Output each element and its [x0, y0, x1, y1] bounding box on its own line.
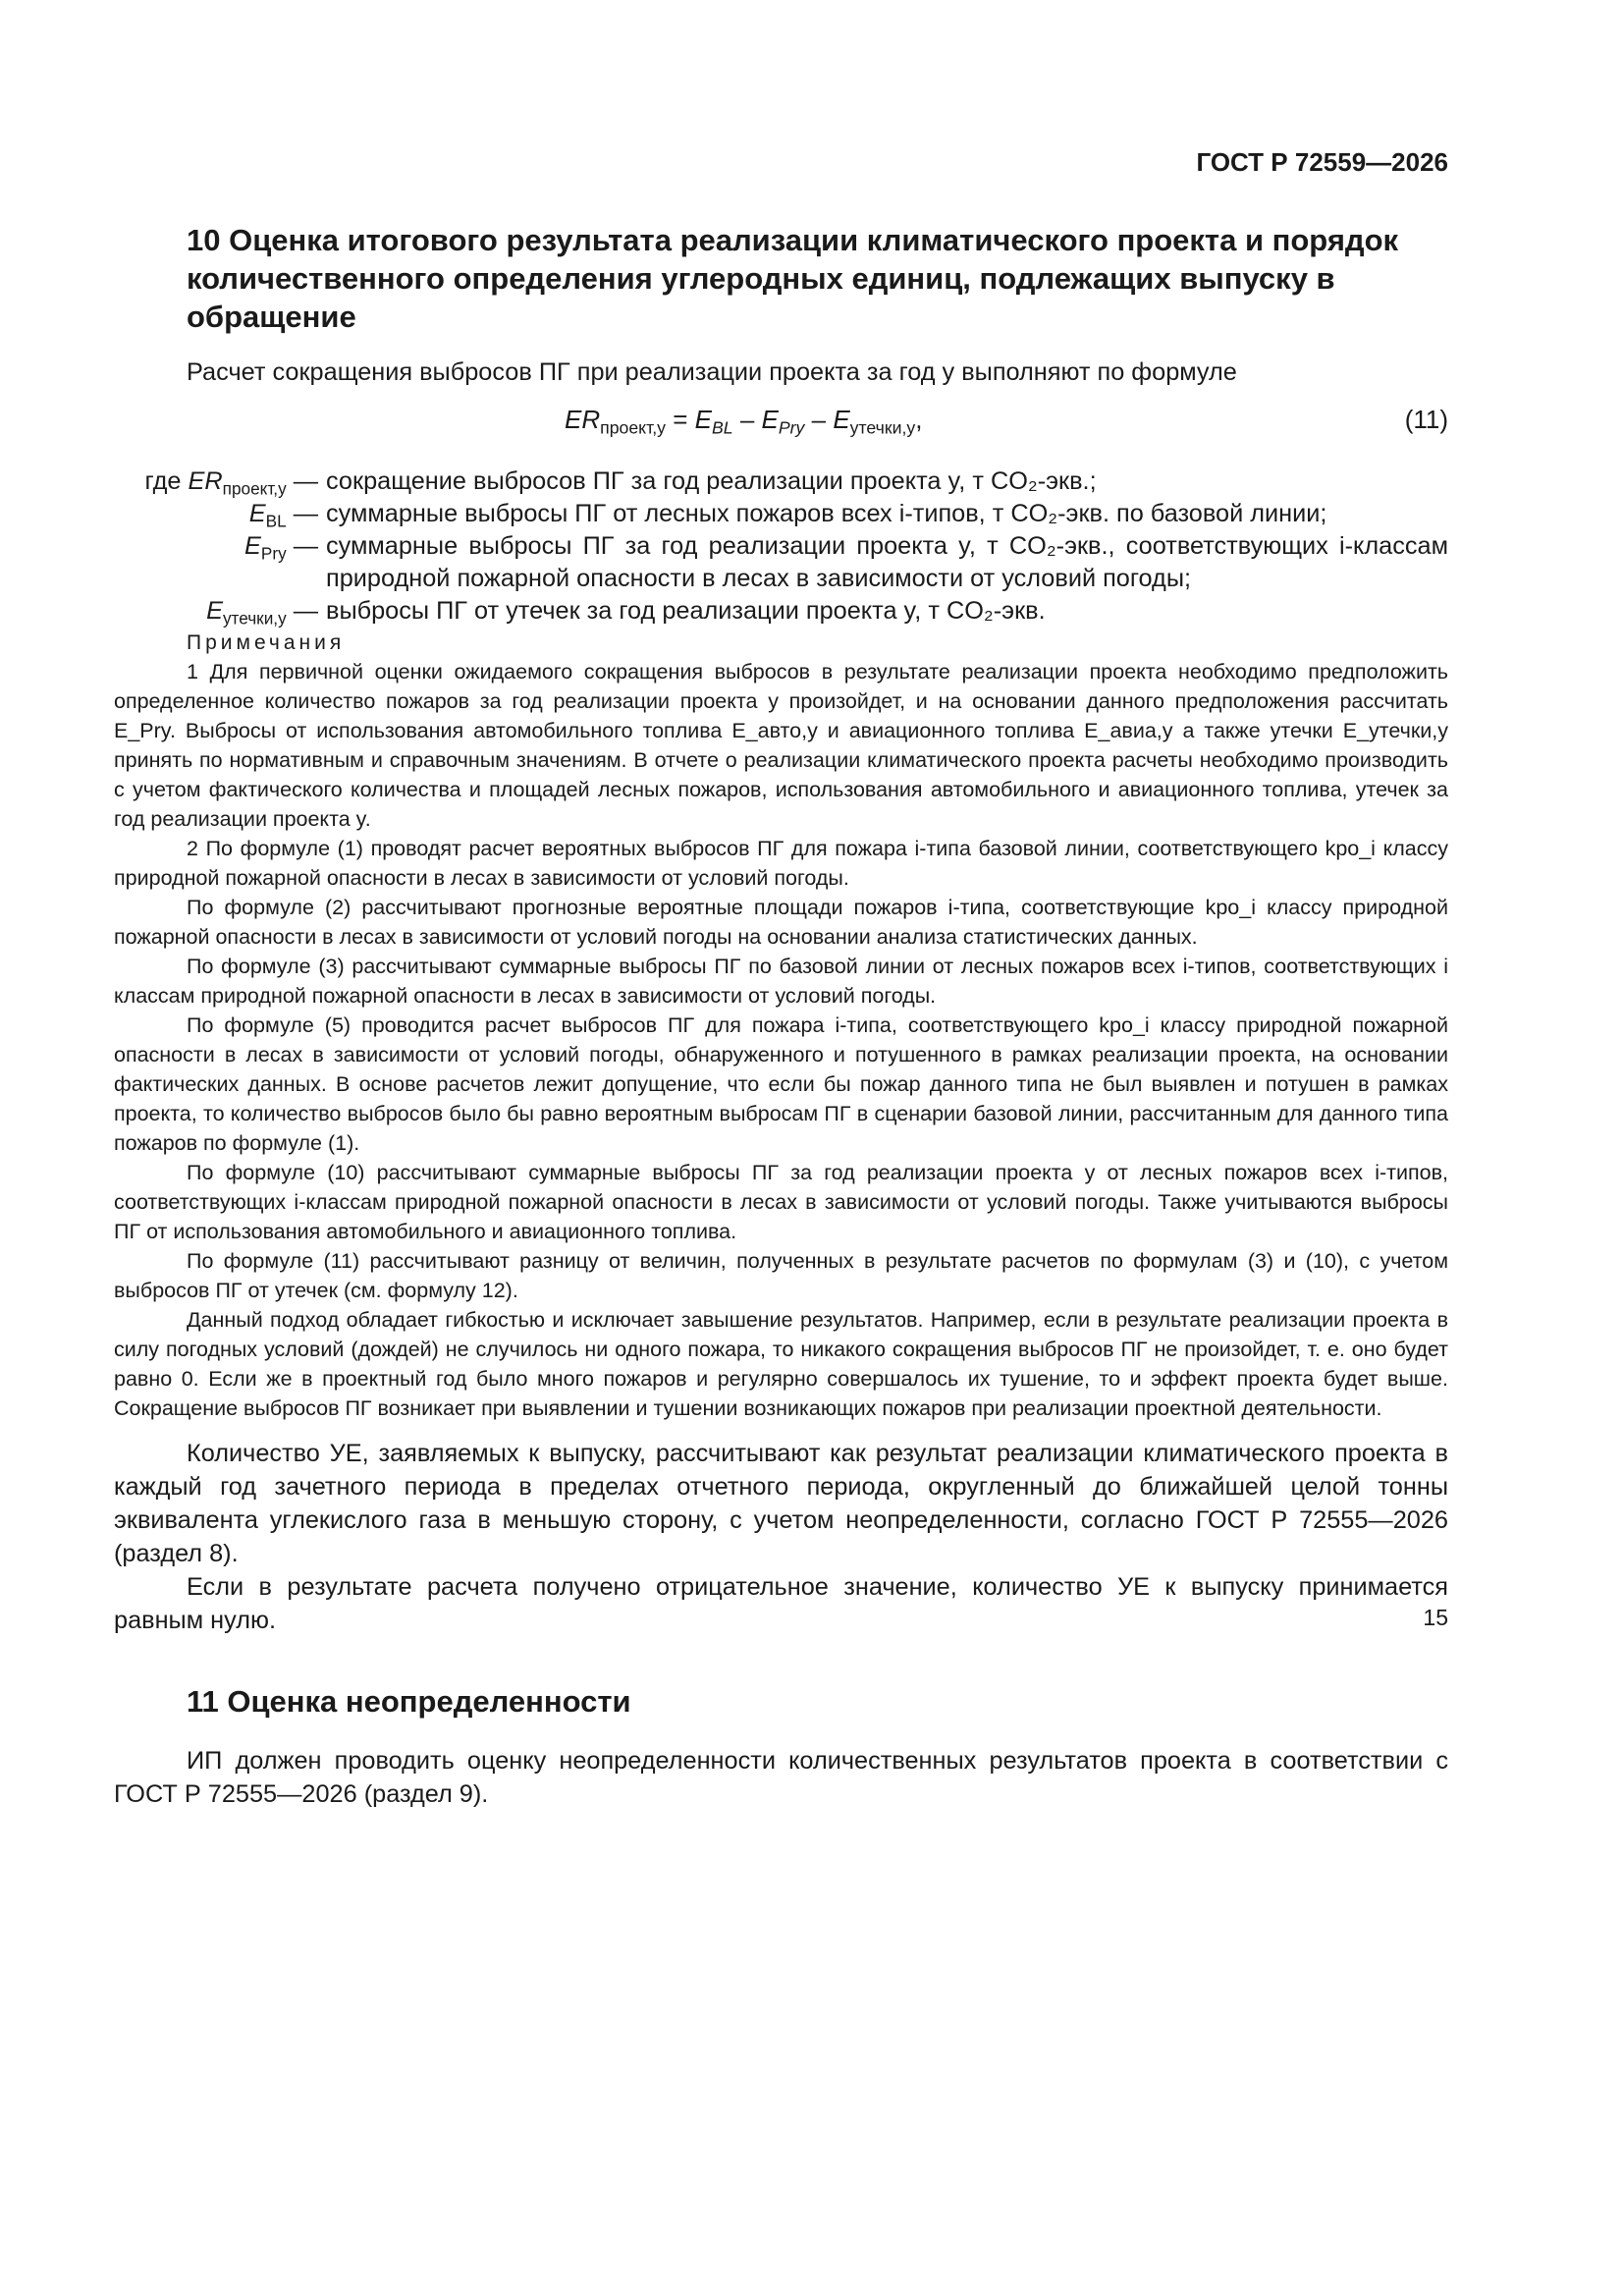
- where-item: [114, 465, 1448, 498]
- formula-11: [187, 405, 1448, 452]
- notes-heading: Примечания: [187, 631, 346, 654]
- where-term: $E_{Pry}$ —: [244, 532, 318, 564]
- note-paragraph: По формуле (5) проводится расчет выбросов ПГ для пожара i-типа, соответствующего kpo_i классу природной пожарной опасности в лесах в зависимости от условий погоды, обнаруженного и потушенного в рамках реализации проекта, на основании фактических данных. В основе расчетов лежит допущение, что если бы пожар данного типа не был выявлен и потушен в рамках проекта, то количество выбросов было бы равно вероятным выбросам ПГ в сценарии базовой линии, рассчитанным для данного типа пожаров по формуле (1).: [114, 1013, 1448, 1155]
- where-description: суммарные выбросы ПГ от лесных пожаров всех i-типов, т CO₂-экв. по базовой линии;: [326, 500, 1327, 527]
- note-paragraph: Данный подход обладает гибкостью и исключает завышение результатов. Например, если в результате реализации проекта в силу погодных условий (дождей) не случилось ни одного пожара, то никакого сокращения выбросов ПГ не произойдет, т. е. оно будет равно 0. Если же в проектный год было много пожаров и регулярно совершалось их тушение, то и эффект проекта будет выше. Сокращение выбросов ПГ возникает при выявлении и тушении возникающих пожаров при реализации проектной деятельности.: [114, 1308, 1448, 1420]
- section-10-title: 10 Оценка итогового результата реализации климатического проекта и порядок количественного определения углеродных единиц, подлежащих выпуску в обращение: [187, 223, 1399, 334]
- where-description: сокращение выбросов ПГ за год реализации проекта y, т CO₂-экв.;: [326, 467, 1097, 495]
- note-paragraph: По формуле (3) рассчитывают суммарные выбросы ПГ по базовой линии от лесных пожаров всех i-типов, соответствующих i классам природной пожарной опасности в лесах в зависимости от условий погоды.: [114, 955, 1448, 1008]
- where-list: [114, 465, 1448, 628]
- note-paragraph: По формуле (10) рассчитывают суммарные выбросы ПГ за год реализации проекта y от лесных пожаров всех i-типов, соответствующих i-классам природной пожарной опасности в лесах в зависимости от условий погоды. Также учитываются выбросы ПГ от использования автомобильного и авиационного топлива.: [114, 1161, 1448, 1243]
- where-item: [114, 498, 1448, 530]
- where-item: [114, 595, 1448, 628]
- formula-expression: $ER_{проект,y} = E_{BL} - E_{Pry} - E_{утечки,y}$,: [565, 405, 923, 438]
- note-paragraph: По формуле (11) рассчитывают разницу от величин, полученных в результате расчетов по формулам (3) и (10), с учетом выбросов ПГ от утечек (см. формулу 12).: [114, 1249, 1448, 1302]
- where-term: $E_{BL}$ —: [248, 500, 318, 531]
- note-paragraph: По формуле (2) рассчитывают прогнозные вероятные площади пожаров i-типа, соответствующие kpo_i классу природной пожарной опасности в лесах в зависимости от условий погоды на основании анализа статистических данных.: [114, 896, 1448, 949]
- body-paragraph: Количество УЕ, заявляемых к выпуску, рассчитывают как результат реализации климатического проекта в каждый год зачетного периода в пределах отчетного периода, округленный до ближайшей целой тонны эквивалента углекислого газа в меньшую сторону, с учетом неопределенности, согласно ГОСТ Р 72555—2026 (раздел 8).: [114, 1440, 1448, 1567]
- body-paragraph: ИП должен проводить оценку неопределенности количественных результатов проекта в соответствии с ГОСТ Р 72555—2026 (раздел 9).: [114, 1747, 1448, 1808]
- formula-intro: Расчет сокращения выбросов ПГ при реализации проекта за год y выполняют по формуле: [187, 358, 1237, 386]
- document-code: ГОСТ Р 72559—2026: [1196, 147, 1448, 177]
- where-item: [114, 530, 1448, 595]
- where-term: где $ER_{проект,y}$ —: [144, 467, 318, 499]
- body-paragraph: Если в результате расчета получено отрицательное значение, количество УЕ к выпуску принимается равным нулю.: [114, 1573, 1448, 1634]
- where-description: суммарные выбросы ПГ за год реализации проекта y, т CO₂-экв., соответствующих i-классам природной пожарной опасности в лесах в зависимости от условий погоды;: [326, 532, 1448, 592]
- note-paragraph: 1 Для первичной оценки ожидаемого сокращения выбросов в результате реализации проекта необходимо предположить определенное количество пожаров за год реализации проекта у произойдет, и на основании данного предположения рассчитать E_Pry. Выбросы от использования автомобильного топлива E_авто,y и авиационного топлива E_авиа,y а также утечки E_утечки,y принять по нормативным и справочным значениям. В отчете о реализации климатического проекта расчеты необходимо производить с учетом фактического количества и площадей лесных пожаров, использования автомобильного и авиационного топлива, утечек за год реализации проекта y.: [114, 660, 1448, 831]
- where-term: $E_{утечки,y}$ —: [206, 597, 318, 629]
- note-paragraph: 2 По формуле (1) проводят расчет вероятных выбросов ПГ для пожара i-типа базовой линии, соответствующего kpo_i классу природной пожарной опасности в лесах в зависимости от условий погоды.: [114, 837, 1448, 890]
- page-number: 15: [1423, 1605, 1448, 1630]
- where-description: выбросы ПГ от утечек за год реализации проекта y, т CO₂-экв.: [326, 597, 1046, 625]
- formula-number: (11): [1404, 405, 1448, 434]
- section-11-title: 11 Оценка неопределенности: [187, 1684, 631, 1719]
